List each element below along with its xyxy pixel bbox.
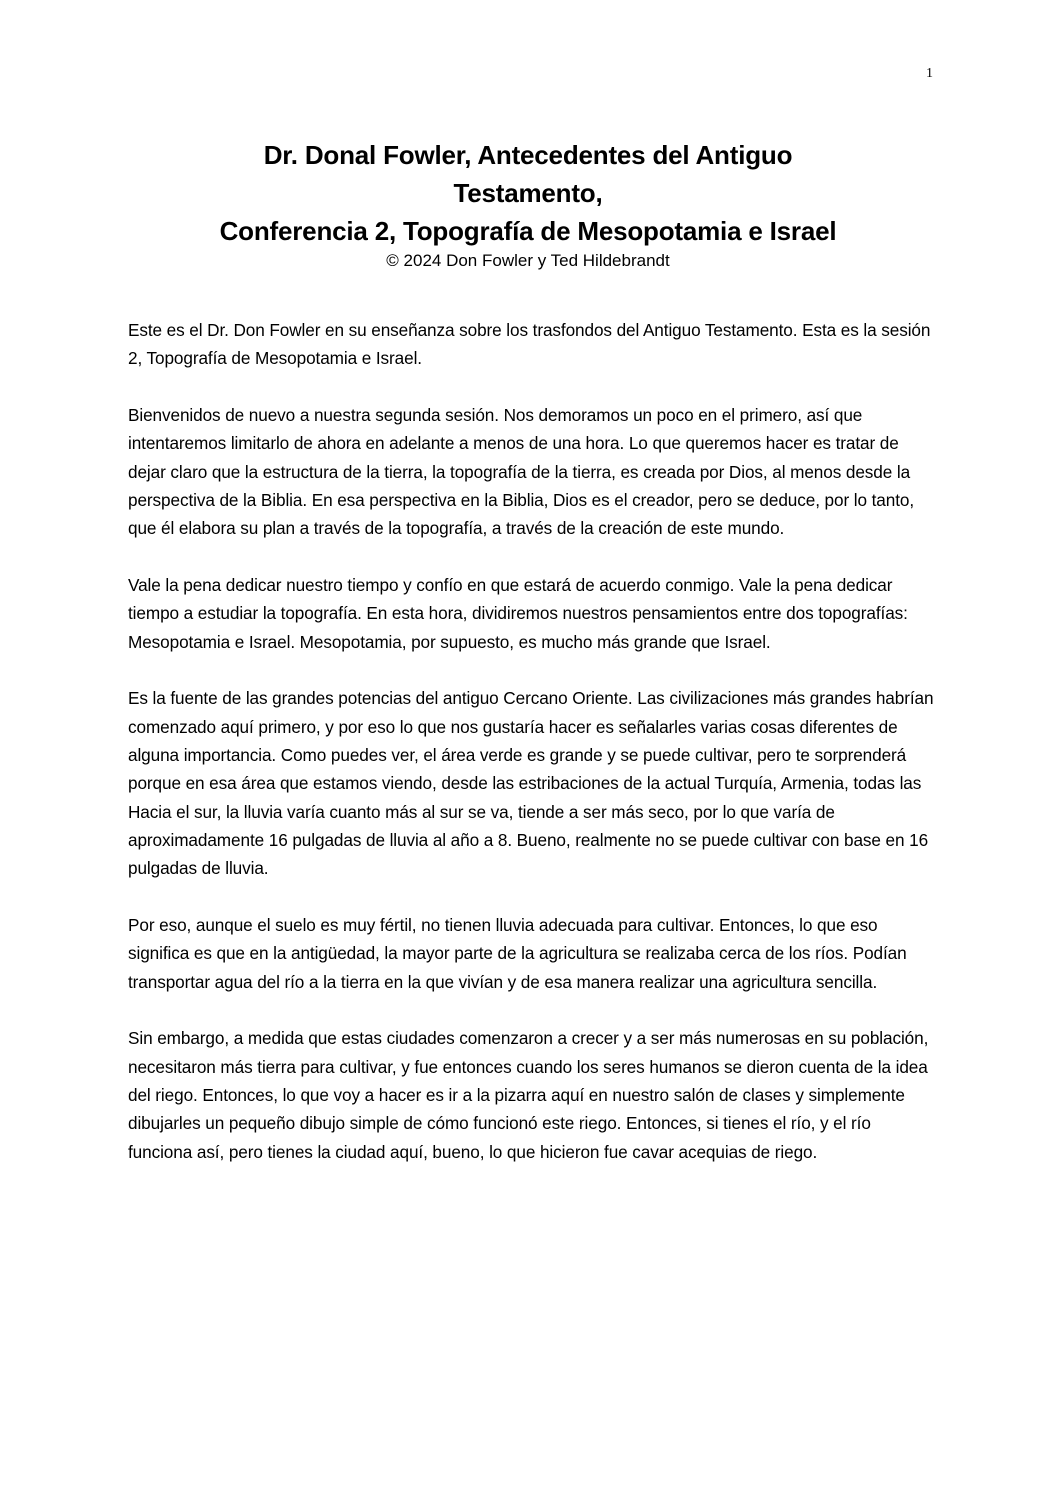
- page-number: 1: [926, 66, 933, 81]
- paragraph-6: Sin embargo, a medida que estas ciudades comenzaron a crecer y a ser más numerosas en su población, necesitaron más tierra para cultivar, y fue entonces cuando los seres humanos se dieron cuenta de la idea del riego. Entonces, lo que voy a hacer es ir a la pizarra aquí en nuestro salón de clases y simplemente dibujarles un pequeño dibujo simple de cómo funcionó este riego. Entonces, si tienes el río, y el río funciona así, pero tienes la ciudad aquí, bueno, lo que hicieron fue cavar acequias de riego.: [128, 1028, 929, 1162]
- paragraph-5: Por eso, aunque el suelo es muy fértil, no tienen lluvia adecuada para cultivar. Entonces, lo que eso significa es que en la antigüedad, la mayor parte de la agricultura se realizaba cerca de los ríos. Podían transportar agua del río a la tierra en la que vivían y de esa manera realizar una agricultura sencilla.: [128, 915, 907, 992]
- title-line-3: Conferencia 2, Topografía de Mesopotamia e Israel: [219, 216, 837, 246]
- paragraph-1: Este es el Dr. Don Fowler en su enseñanza sobre los trasfondos del Antiguo Testamento. Esta es la sesión 2, Topografía de Mesopotamia e Israel.: [128, 320, 931, 369]
- title-line-2: Testamento,: [453, 178, 603, 208]
- title-line-1: Dr. Donal Fowler, Antecedentes del Antiguo: [263, 140, 793, 170]
- paragraph-3: Vale la pena dedicar nuestro tiempo y confío en que estará de acuerdo conmigo. Vale la pena dedicar tiempo a estudiar la topografía. En esta hora, dividiremos nuestros pensamientos entre dos topografías: Mesopotamia e Israel. Mesopotamia, por supuesto, es mucho más grande que Israel.: [128, 575, 908, 652]
- copyright-line: © 2024 Don Fowler y Ted Hildebrandt: [386, 251, 670, 270]
- document-title: [128, 136, 928, 272]
- paragraph-4: Es la fuente de las grandes potencias del antiguo Cercano Oriente. Las civilizaciones más grandes habrían comenzado aquí primero, y por eso lo que nos gustaría hacer es señalarles varias cosas diferentes de alguna importancia. Como puedes ver, el área verde es grande y se puede cultivar, pero te sorprenderá porque en esa área que estamos viendo, desde las estribaciones de la actual Turquía, Armenia, todas las Hacia el sur, la lluvia varía cuanto más al sur se va, tiende a ser más seco, por lo que varía de aproximadamente 16 pulgadas de lluvia al año a 8. Bueno, realmente no se puede cultivar con base en 16 pulgadas de lluvia.: [128, 688, 934, 879]
- paragraph-2: Bienvenidos de nuevo a nuestra segunda sesión. Nos demoramos un poco en el primero, así que intentaremos limitarlo de ahora en adelante a menos de una hora. Lo que queremos hacer es tratar de dejar claro que la estructura de la tierra, la topografía de la tierra, es creada por Dios, al menos desde la perspectiva de la Biblia. En esa perspectiva en la Biblia, Dios es el creador, pero se deduce, por lo tanto, que él elabora su plan a través de la topografía, a través de la creación de este mundo.: [128, 405, 915, 539]
- body-text: [128, 316, 934, 1194]
